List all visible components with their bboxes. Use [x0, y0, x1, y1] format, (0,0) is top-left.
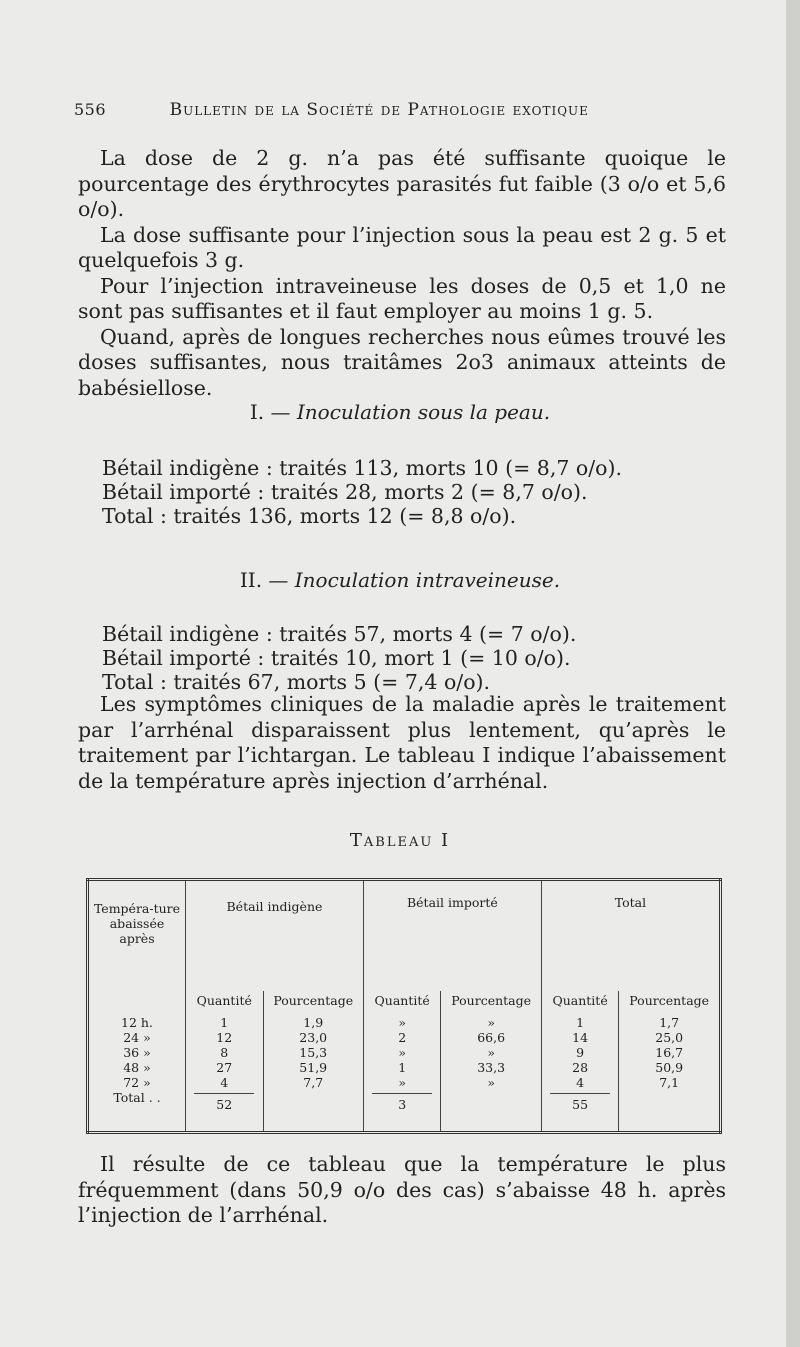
bottom-paragraph-block — [78, 1152, 726, 1229]
indigene-pourcentage-column — [263, 1013, 363, 1132]
section1-results — [102, 456, 622, 528]
table-cell: 7,1 — [659, 1075, 680, 1091]
table-cell: 4 — [576, 1075, 585, 1091]
table-cell: 27 — [216, 1060, 233, 1076]
paragraph: La dose suffisante pour l’injection sous la peau est 2 g. 5 et quelquefois 3 g. — [78, 222, 726, 272]
table-cell: 33,3 — [477, 1060, 506, 1076]
indigene-quantite-column — [186, 1013, 264, 1132]
table-cell: 9 — [576, 1045, 585, 1061]
table-cell: » — [487, 1045, 495, 1061]
total-quantite-column — [541, 1013, 619, 1132]
table-title: Tableau I — [349, 830, 451, 851]
result-line: Bétail importé : traités 28, morts 2 (= 8,7 o/o). — [102, 480, 588, 504]
table-cell: » — [398, 1075, 406, 1091]
page-edge — [786, 0, 800, 1347]
temperature-column — [88, 1013, 186, 1132]
table-cell: 8 — [220, 1045, 229, 1061]
paragraph: Quand, après de longues recherches nous eûmes trouvé les doses suffisantes, nous traitâmes 2o3 animaux atteints de babésiellose. — [78, 324, 726, 400]
table-cell: 12 h. — [121, 1015, 153, 1031]
table-cell: 28 — [572, 1060, 589, 1076]
middle-paragraph-block — [78, 692, 726, 794]
total-label: Total . . — [113, 1090, 161, 1106]
table-cell: 2 — [398, 1030, 407, 1046]
temperature-table — [86, 878, 722, 1134]
sub-header: Pourcentage — [263, 991, 363, 1013]
section2-results — [102, 622, 576, 694]
table-header-row — [88, 880, 721, 992]
sub-header: Pourcentage — [619, 991, 721, 1013]
table-cell: 7,7 — [303, 1075, 324, 1091]
table-cell: 16,7 — [655, 1045, 684, 1061]
table-cell: 66,6 — [477, 1030, 506, 1046]
table-cell: 14 — [572, 1030, 589, 1046]
table-cell: 4 — [220, 1075, 229, 1091]
table-cell: 1 — [576, 1015, 585, 1031]
table-cell: » — [487, 1015, 495, 1031]
result-line: Bétail indigène : traités 57, morts 4 (= 7 o/o). — [102, 622, 577, 646]
paragraph: Il résulte de ce tableau que la température le plus fréquemment (dans 50,9 o/o des cas) s’abaisse 48 h. après l’injection de l’arrhénal. — [78, 1152, 726, 1227]
table-cell: 23,0 — [299, 1030, 328, 1046]
section-title: Inoculation sous la peau. — [296, 400, 551, 424]
sub-header: Quantité — [541, 991, 619, 1013]
section-number: I. — — [249, 400, 291, 424]
paragraph: Les symptômes cliniques de la maladie après le traitement par l’arrhénal disparaissent plus lentement, qu’après le traitement par l’ichtargan. Le tableau I indique l’abaissement de la température après injection d’arrhénal. — [78, 692, 726, 793]
total-cell: 3 — [372, 1093, 432, 1112]
result-line: Total : traités 67, morts 5 (= 7,4 o/o). — [102, 670, 491, 694]
table-cell: 36 » — [123, 1045, 151, 1061]
table-cell: 1 — [220, 1015, 229, 1031]
table-cell: 25,0 — [655, 1030, 684, 1046]
table-cell: 48 » — [123, 1060, 151, 1076]
result-line: Bétail importé : traités 10, mort 1 (= 10 o/o). — [102, 646, 571, 670]
table-cell: » — [398, 1015, 406, 1031]
sub-header: Quantité — [363, 991, 441, 1013]
total-pourcentage-column — [619, 1013, 721, 1132]
table-cell: 51,9 — [299, 1060, 328, 1076]
table-cell: 24 » — [123, 1030, 151, 1046]
group-header-indigene: Bétail indigène — [186, 880, 364, 992]
table-body — [88, 1013, 721, 1132]
table-cell: » — [487, 1075, 495, 1091]
table-cell: 1 — [398, 1060, 407, 1076]
table-cell: 50,9 — [655, 1060, 684, 1076]
importe-quantite-column — [363, 1013, 441, 1132]
group-header-total: Total — [541, 880, 720, 992]
table-cell: 72 » — [123, 1075, 151, 1091]
section-number: II. — — [239, 568, 289, 592]
section-heading-1 — [0, 400, 800, 424]
sub-header: Quantité — [186, 991, 264, 1013]
total-cell: 55 — [550, 1093, 610, 1112]
table-cell: 1,7 — [659, 1015, 680, 1031]
paragraph: Pour l’injection intraveineuse les doses de 0,5 et 1,0 ne sont pas suffisantes et il faut employer au moins 1 g. 5. — [78, 273, 726, 323]
col-header-temperature: Tempéra-ture abaissée après — [93, 901, 181, 946]
page-number: 556 — [74, 100, 107, 119]
sub-header: Pourcentage — [441, 991, 541, 1013]
table-cell: 15,3 — [299, 1045, 328, 1061]
total-cell: 52 — [194, 1093, 254, 1112]
table-cell: 12 — [216, 1030, 233, 1046]
result-line: Bétail indigène : traités 113, morts 10 (= 8,7 o/o). — [102, 456, 623, 480]
table-cell: 1,9 — [303, 1015, 324, 1031]
table-cell: » — [398, 1045, 406, 1061]
top-paragraphs — [78, 146, 726, 401]
paragraph: La dose de 2 g. n’a pas été suffisante quoique le pourcentage des érythrocytes parasités fut faible (3 o/o et 5,6 o/o). — [78, 146, 726, 221]
journal-title: Bulletin de la Société de Pathologie exotique — [169, 100, 589, 120]
importe-pourcentage-column — [441, 1013, 541, 1132]
section-heading-2 — [0, 568, 800, 592]
section-title: Inoculation intraveineuse. — [294, 568, 561, 592]
result-line: Total : traités 136, morts 12 (= 8,8 o/o). — [102, 504, 517, 528]
running-header — [74, 100, 734, 120]
group-header-importe: Bétail importé — [363, 880, 541, 992]
